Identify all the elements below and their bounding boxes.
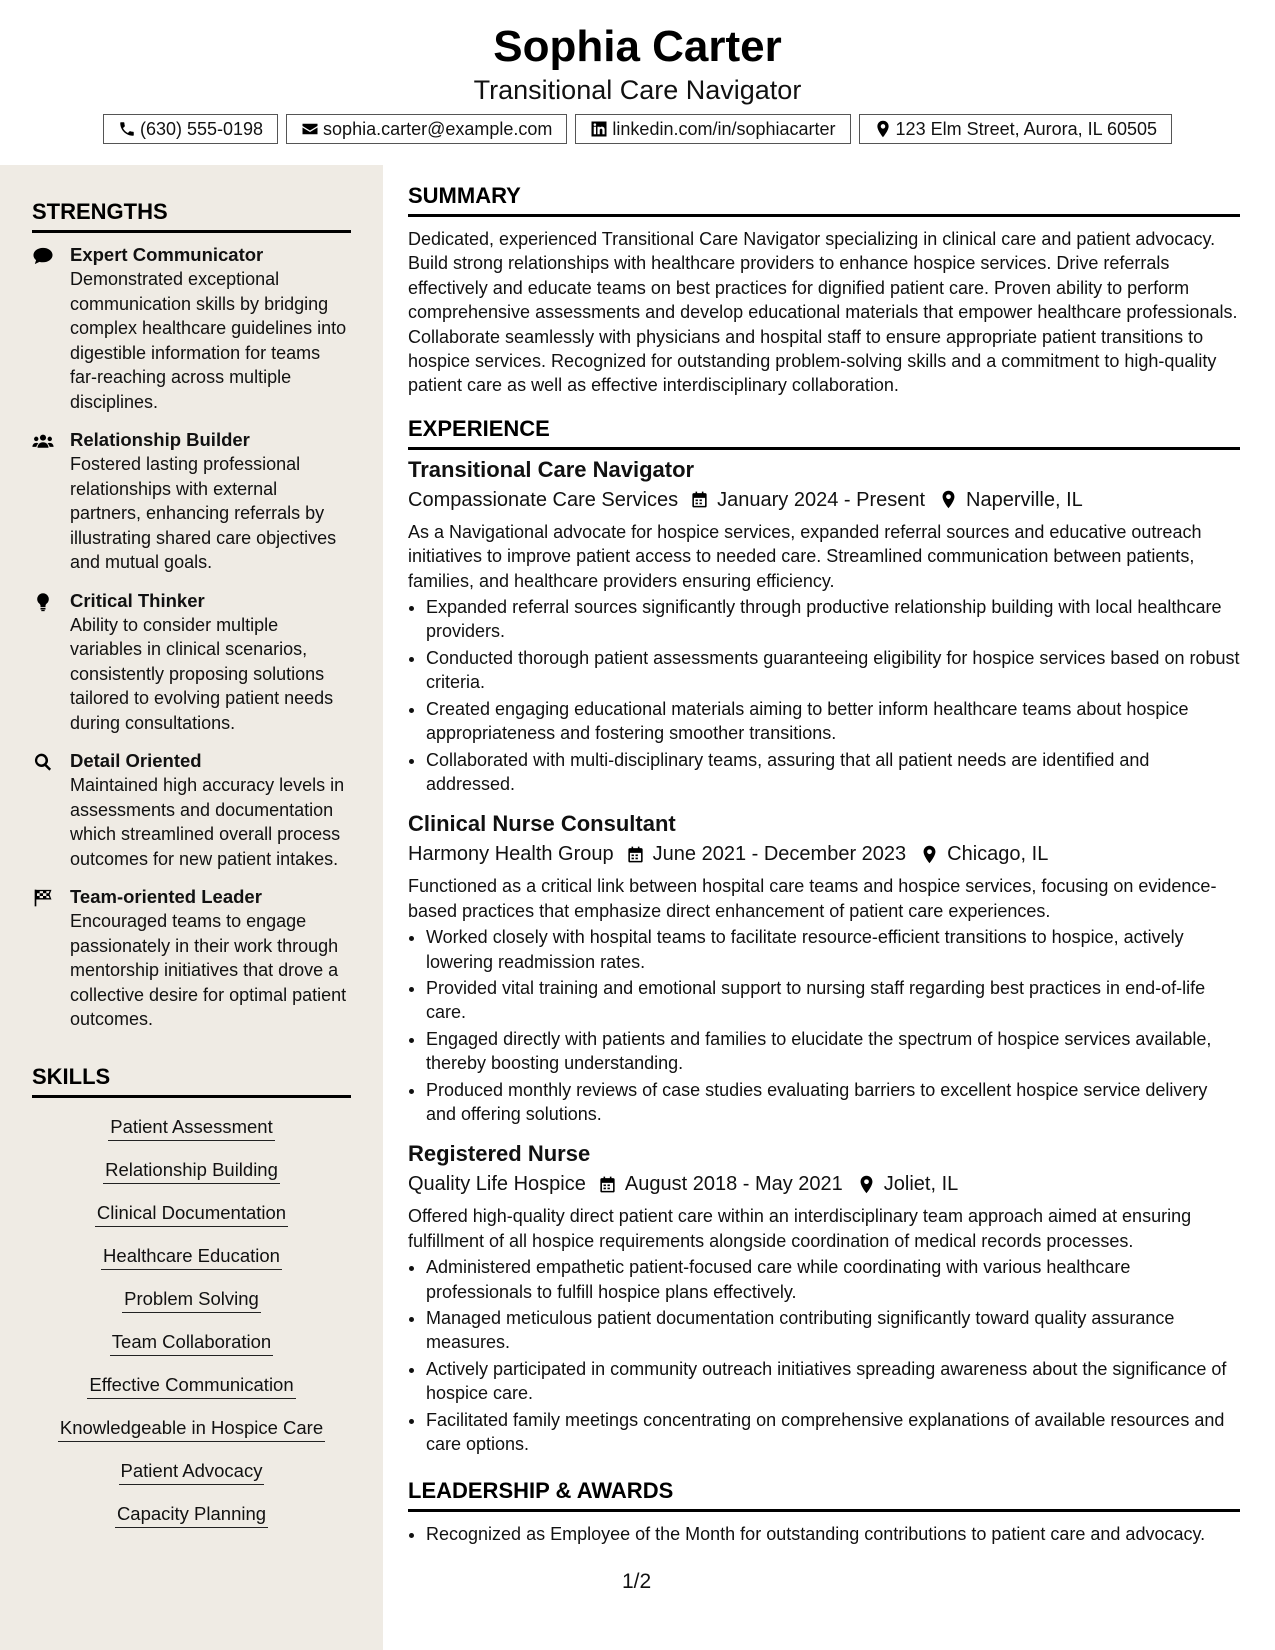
skill-label: Capacity Planning bbox=[115, 1501, 268, 1528]
job-title: Transitional Care Navigator bbox=[408, 456, 695, 482]
job-dates: January 2024 - Present bbox=[717, 488, 926, 511]
strength-item bbox=[32, 749, 351, 871]
bullet-item: • Created engaging educational materials aiming to better inform healthcare teams about hospice appropriateness and fostering smoother transitions. bbox=[426, 697, 1240, 746]
map-pin-icon bbox=[939, 490, 958, 509]
job-description: Functioned as a critical link between hospital care teams and hospice services, focusing on evidence-based practices that emphasize direct enhancement of patient care experiences. bbox=[408, 876, 1217, 921]
calendar-icon bbox=[690, 490, 709, 509]
job-location: Chicago, IL bbox=[947, 843, 1049, 866]
strengths-heading: STRENGTHS bbox=[32, 181, 351, 233]
job-entry bbox=[408, 1140, 1240, 1456]
skill-label: Clinical Documentation bbox=[95, 1200, 288, 1227]
job-bullets bbox=[408, 595, 1240, 796]
job-bullets bbox=[408, 1255, 1240, 1456]
bullet-item: • Managed meticulous patient documentation contributing significantly toward quality assurance measures. bbox=[426, 1306, 1240, 1355]
calendar-icon bbox=[626, 845, 645, 864]
skill-item bbox=[32, 1286, 351, 1313]
resume-header bbox=[0, 0, 1275, 144]
job-dates: June 2021 - December 2023 bbox=[652, 843, 907, 866]
award-item: • Recognized as Employee of the Month for outstanding contributions to patient care and advocacy. bbox=[426, 1522, 1240, 1546]
map-pin-icon bbox=[874, 120, 892, 138]
strength-desc: Maintained high accuracy levels in assessments and documentation which streamlined overall process outcomes for new patient intakes. bbox=[70, 775, 345, 869]
contact-address[interactable] bbox=[859, 114, 1173, 144]
strength-title: Relationship Builder bbox=[70, 429, 250, 450]
bullet-item: • Conducted thorough patient assessments guaranteeing eligibility for hospice services based on robust criteria. bbox=[426, 646, 1240, 695]
skill-item bbox=[32, 1114, 351, 1141]
job-company: Compassionate Care Services bbox=[408, 488, 679, 511]
job-entry bbox=[408, 456, 1240, 796]
skill-item bbox=[32, 1200, 351, 1227]
main-column bbox=[408, 165, 1240, 1549]
job-title: Registered Nurse bbox=[408, 1141, 591, 1167]
job-title: Clinical Nurse Consultant bbox=[408, 811, 676, 837]
skill-label: Problem Solving bbox=[122, 1286, 261, 1313]
job-meta bbox=[408, 840, 1240, 868]
candidate-title: Transitional Care Navigator bbox=[473, 75, 802, 105]
skills-list bbox=[32, 1114, 351, 1528]
checkered-flag-icon bbox=[32, 888, 54, 908]
strength-desc: Ability to consider multiple variables in clinical scenarios, consistently proposing solutions tailored to evolving patient needs during consultations. bbox=[70, 614, 334, 733]
calendar-icon bbox=[598, 1175, 617, 1194]
skill-label: Patient Assessment bbox=[108, 1114, 274, 1141]
strength-item bbox=[32, 243, 351, 414]
bullet-item: • Actively participated in community outreach initiatives spreading awareness about the significance of hospice care. bbox=[426, 1357, 1240, 1406]
awards-heading: LEADERSHIP & AWARDS bbox=[408, 1470, 1240, 1512]
job-description: Offered high-quality direct patient care within an interdisciplinary team approach aimed at ensuring fulfillment of all hospice requirements alongside coordination of medical records processes. bbox=[408, 1206, 1192, 1251]
map-pin-icon bbox=[920, 845, 939, 864]
skill-label: Relationship Building bbox=[103, 1157, 280, 1184]
map-pin-icon bbox=[857, 1175, 876, 1194]
lightbulb-icon bbox=[32, 592, 54, 612]
sidebar bbox=[0, 165, 383, 1650]
strength-desc: Encouraged teams to engage passionately in their work through mentorship initiatives that drove a collective desire for optimal patient outcomes. bbox=[70, 911, 347, 1029]
bullet-item: • Engaged directly with patients and families to elucidate the spectrum of hospice services available, thereby boosting understanding. bbox=[426, 1027, 1240, 1076]
users-icon bbox=[32, 431, 54, 451]
skill-item bbox=[32, 1501, 351, 1528]
strength-item bbox=[32, 589, 351, 736]
linkedin-text: linkedin.com/in/sophiacarter bbox=[612, 118, 836, 139]
contact-phone[interactable] bbox=[103, 114, 278, 144]
address-text: 123 Elm Street, Aurora, IL 60505 bbox=[895, 118, 1158, 139]
bullet-item: • Collaborated with multi-disciplinary teams, assuring that all patient needs are identified and addressed. bbox=[426, 748, 1240, 797]
skill-label: Knowledgeable in Hospice Care bbox=[58, 1415, 325, 1442]
bullet-item: • Expanded referral sources significantly through productive relationship building with local healthcare providers. bbox=[426, 595, 1240, 644]
linkedin-icon bbox=[590, 120, 608, 138]
job-meta bbox=[408, 486, 1240, 514]
page-number: 1/2 bbox=[622, 1570, 652, 1593]
bullet-item: • Facilitated family meetings concentrating on comprehensive explanations of available resources and care options. bbox=[426, 1408, 1240, 1457]
job-location: Naperville, IL bbox=[966, 488, 1083, 511]
experience-heading: EXPERIENCE bbox=[408, 398, 1240, 450]
job-company: Quality Life Hospice bbox=[408, 1173, 586, 1196]
strength-item bbox=[32, 428, 351, 575]
job-meta bbox=[408, 1170, 1240, 1198]
strength-title: Team-oriented Leader bbox=[70, 886, 262, 907]
skills-heading: SKILLS bbox=[32, 1046, 351, 1098]
job-description: As a Navigational advocate for hospice services, expanded referral sources and educative outreach initiatives to improve patient access to needed care. Streamlined communication between patients, families, and healthcare providers ensuring efficiency. bbox=[408, 521, 1202, 591]
phone-text: (630) 555-0198 bbox=[139, 118, 264, 139]
bullet-item: • Produced monthly reviews of case studies evaluating barriers to excellent hospice service delivery and offering solutions. bbox=[426, 1078, 1240, 1127]
summary-heading: SUMMARY bbox=[408, 165, 1240, 217]
email-text: sophia.carter@example.com bbox=[323, 118, 553, 139]
skill-label: Healthcare Education bbox=[101, 1243, 282, 1270]
skill-label: Effective Communication bbox=[87, 1372, 295, 1399]
strength-desc: Fostered lasting professional relationships with external partners, enhancing referrals by illustrating shared care objectives and mutual goals. bbox=[70, 454, 337, 572]
job-bullets bbox=[408, 925, 1240, 1126]
awards-list bbox=[408, 1522, 1240, 1546]
phone-icon bbox=[118, 120, 136, 138]
job-location: Joliet, IL bbox=[883, 1173, 959, 1196]
strength-title: Critical Thinker bbox=[70, 589, 205, 611]
strength-title: Detail Oriented bbox=[70, 750, 202, 771]
skill-item bbox=[32, 1372, 351, 1399]
skill-item bbox=[32, 1243, 351, 1270]
skill-label: Team Collaboration bbox=[110, 1329, 273, 1356]
job-company: Harmony Health Group bbox=[408, 843, 614, 866]
magnifier-icon bbox=[32, 752, 54, 772]
strength-item bbox=[32, 885, 351, 1032]
strength-desc: Demonstrated exceptional communication skills by bridging complex healthcare guidelines into digestible information for teams far-reaching across multiple disciplines. bbox=[70, 269, 347, 412]
contact-linkedin[interactable] bbox=[575, 114, 850, 144]
skill-item bbox=[32, 1415, 351, 1442]
skill-item bbox=[32, 1157, 351, 1184]
candidate-name: Sophia Carter bbox=[493, 22, 782, 71]
bullet-item: • Administered empathetic patient-focused care while coordinating with various healthcare professionals to fulfill hospice plans effectively. bbox=[426, 1255, 1240, 1304]
summary-text: Dedicated, experienced Transitional Care Navigator specializing in clinical care and patient advocacy. Build strong relationships with healthcare providers to enhance hospice services. Drive referrals effectively and educate teams on best practices for dignified patient care. Proven ability to perform comprehensive assessments and develop educational materials that empower healthcare professionals. Collaborate seamlessly with physicians and hospital staff to ensure appropriate patient transitions to hospice services. Recognized for outstanding problem-solving skills and a commitment to high-quality patient care as well as effective interdisciplinary collaboration. bbox=[408, 229, 1238, 396]
bullet-item: • Worked closely with hospital teams to facilitate resource-efficient transitions to hospice, actively lowering readmission rates. bbox=[426, 925, 1240, 974]
skill-item bbox=[32, 1329, 351, 1356]
contact-bar bbox=[0, 114, 1275, 144]
strength-title: Expert Communicator bbox=[70, 244, 264, 265]
skill-item bbox=[32, 1458, 351, 1485]
job-entry bbox=[408, 810, 1240, 1126]
speech-bubble-icon bbox=[32, 246, 54, 266]
envelope-icon bbox=[301, 120, 319, 138]
job-dates: August 2018 - May 2021 bbox=[624, 1173, 843, 1196]
bullet-item: • Provided vital training and emotional support to nursing staff regarding best practices in end-of-life care. bbox=[426, 976, 1240, 1025]
skill-label: Patient Advocacy bbox=[119, 1458, 265, 1485]
contact-email[interactable] bbox=[286, 114, 567, 144]
